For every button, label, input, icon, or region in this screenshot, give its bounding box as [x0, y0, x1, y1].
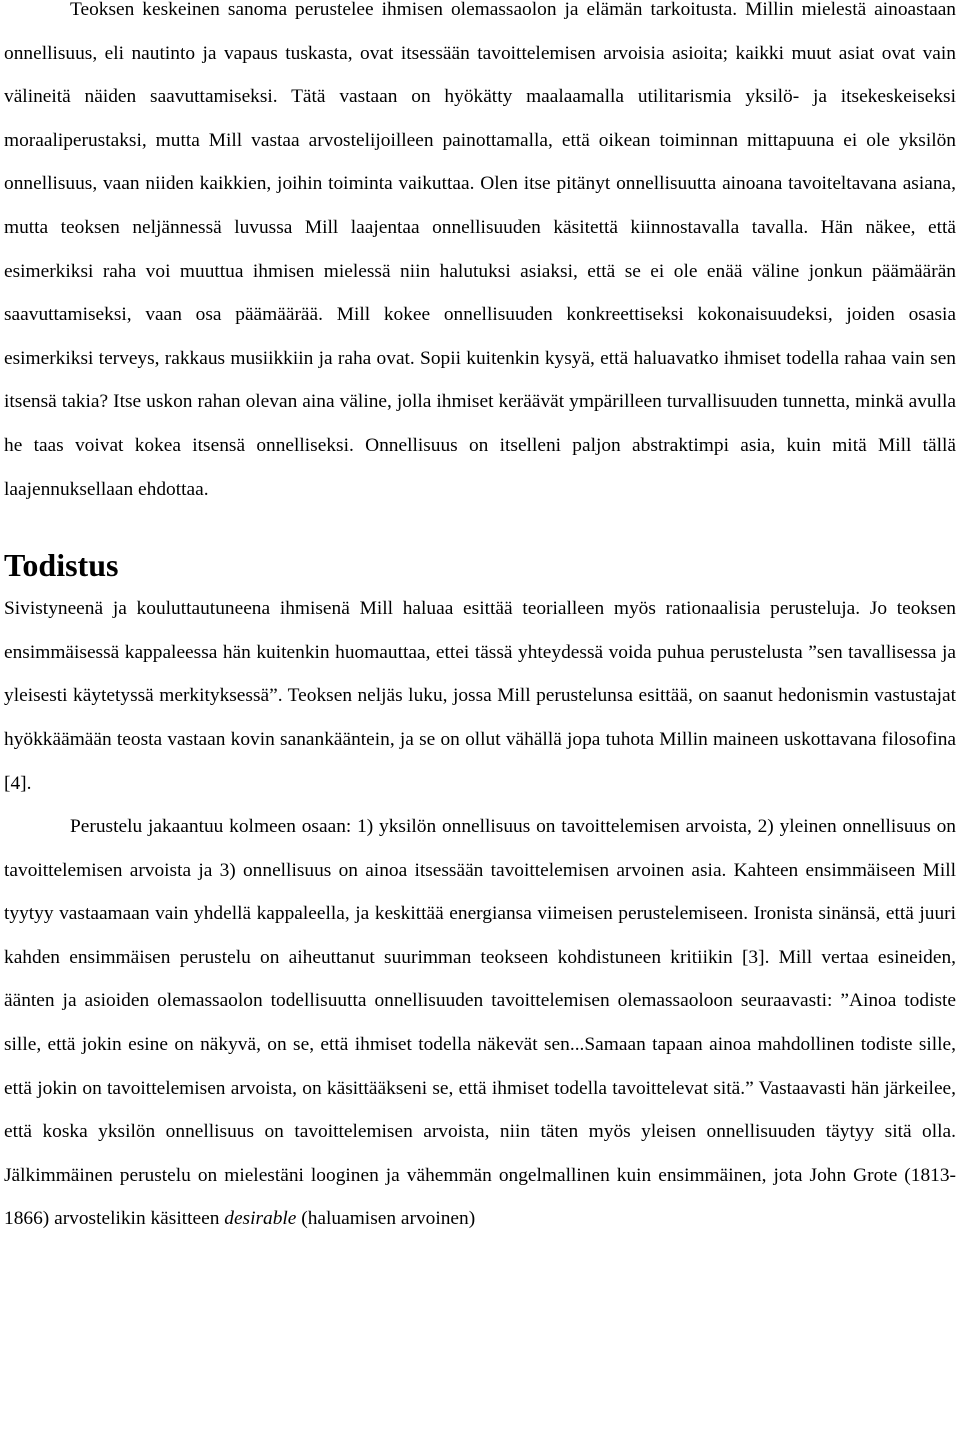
section-paragraph-2-text: Perustelu jakaantuu kolmeen osaan: 1) yksilön onnellisuus on tavoittelemisen arvoista, 2) yleinen onnellisuus on tavoittelemisen arvoista ja 3) onnellisuus on ainoa itsessään tavoittelemisen arvoinen asia. Kahteen ensimmäiseen Mill tyytyy vastaamaan vain yhdellä kappaleella, ja keskittää energiansa viimeisen perustelemiseen. Ironista sinänsä, että juuri kahden ensimmäisen perustelu on aiheuttanut suurimman teokseen kohdistuneen kritiikin [3]. Mill vertaa esineiden, äänten ja asioiden olemassaolon todellisuutta onnellisuuden tavoittelemisen olemassaoloon seuraavasti: ”Ainoa todiste sille, että jokin esine on näkyvä, on se, että ihmiset todella näkevät sen...Samaan tapaan ainoa mahdollinen todiste sille, että jokin on tavoittelemisen arvoista, on käsittääkseni se, että ihmiset todella tavoittelevat sitä.” Vastaavasti hän järkeilee, että koska yksilön onnellisuus on tavoittelemisen arvoista, niin täten myös yleisen onnellisuuden täytyy sitä olla. Jälkimmäinen perustelu on mielestäni looginen ja vähemmän ongelmallinen kuin ensimmäinen, jota John Grote (1813-1866) arvostelikin käsitteen: [4, 816, 956, 1230]
emphasized-term: desirable: [224, 1208, 297, 1230]
document-page: [4, 0, 956, 1241]
section-heading: Todistus: [4, 547, 119, 584]
section-paragraph-1: Sivistyneenä ja kouluttautuneena ihmisenä Mill haluaa esittää teorialleen myös rationaalisia perusteluja. Jo teoksen ensimmäisessä kappaleessa hän kuitenkin huomauttaa, ettei tässä yhteydessä voida puhua perustelusta ”sen tavallisessa ja yleisesti käytetyssä merkityksessä”. Teoksen neljäs luku, jossa Mill perustelunsa esittää, on saanut hedonismin vastustajat hyökkäämään teosta vastaan kovin sanankääntein, ja se on ollut vähällä jopa tuhota Millin maineen uskottavana filosofina [4].: [4, 598, 956, 794]
intro-paragraph: Teoksen keskeinen sanoma perustelee ihmisen olemassaolon ja elämän tarkoitusta. Millin mielestä ainoastaan onnellisuus, eli nautinto ja vapaus tuskasta, ovat itsessään tavoittelemisen arvoisia asioita; kaikki muut asiat ovat vain välineitä näiden saavuttamiseksi. Tätä vastaan on hyökätty maalaamalla utilitarismia yksilö- ja itsekeskeiseksi moraaliperustaksi, mutta Mill vastaa arvostelijoilleen painottamalla, että oikean toiminnan mittapuuna ei ole yksilön onnellisuus, vaan niiden kaikkien, joihin toiminta vaikuttaa. Olen itse pitänyt onnellisuutta ainoana tavoiteltavana asiana, mutta teoksen neljännessä luvussa Mill laajentaa onnellisuuden käsitettä kiinnostavalla tavalla. Hän näkee, että esimerkiksi raha voi muuttua ihmisen mielessä niin halutuksi asiaksi, että se ei ole enää väline jonkun päämäärän saavuttamiseksi, vaan osa päämäärää. Mill kokee onnellisuuden konkreettiseksi kokonaisuudeksi, joiden osasia esimerkiksi terveys, rakkaus musiikkiin ja raha ovat. Sopii kuitenkin kysyä, että haluavatko ihmiset todella rahaa vain sen itsensä takia? Itse uskon rahan olevan aina väline, jolla ihmiset keräävät ympärilleen turvallisuuden tunnetta, minkä avulla he taas voivat kokea itsensä onnelliseksi. Onnellisuus on itselleni paljon abstraktimpi asia, kuin mitä Mill tällä laajennuksellaan ehdottaa.: [4, 0, 956, 500]
section-paragraph-2: [4, 805, 956, 1241]
section-paragraph-2-tail: (haluamisen arvoinen): [296, 1208, 476, 1230]
